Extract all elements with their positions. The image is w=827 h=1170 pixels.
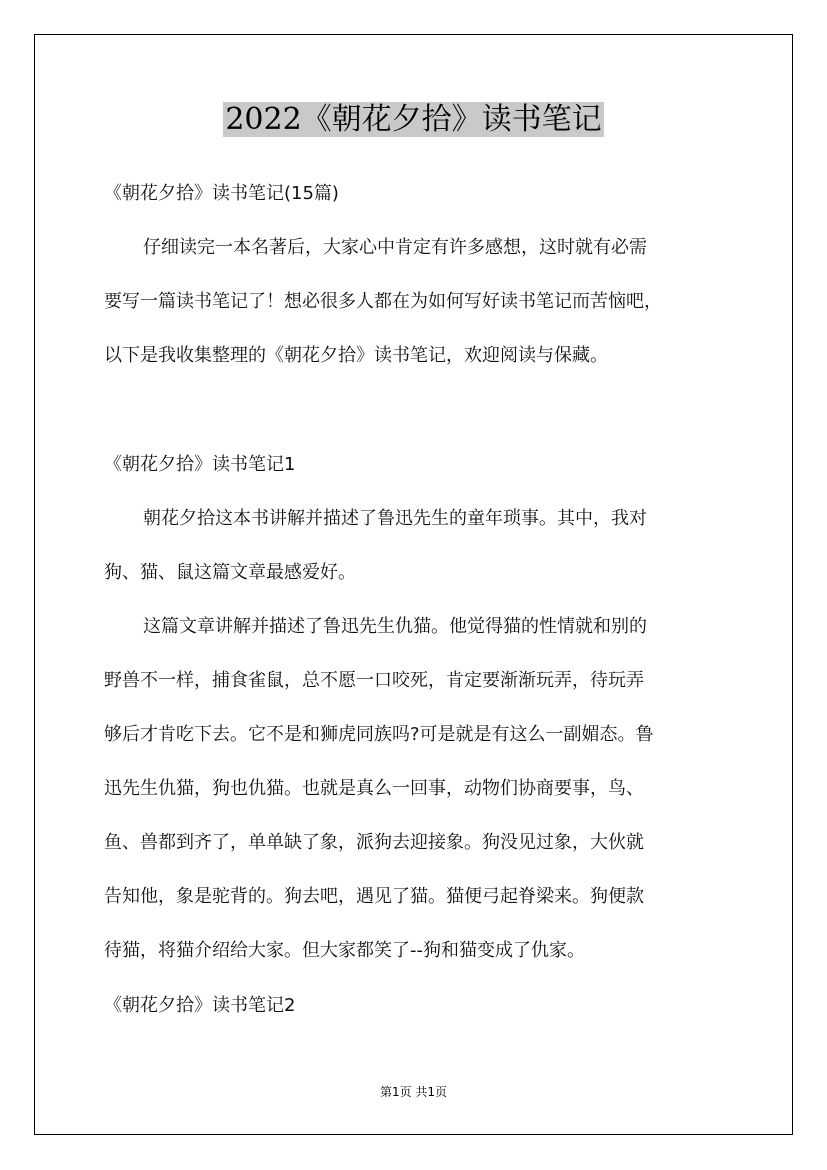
subtitle-line: 《朝花夕拾》读书笔记(15篇): [104, 183, 339, 204]
section-heading: 《朝花夕拾》读书笔记2: [104, 995, 296, 1016]
paragraph-line: 要写一篇读书笔记了！想必很多人都在为如何写好读书笔记而苦恼吧，: [104, 291, 662, 312]
paragraph-line: 迅先生仇猫，狗也仇猫。也就是真么一回事，动物们协商要事，鸟、: [104, 778, 644, 799]
paragraph-line: 仔细读完一本名著后，大家心中肯定有许多感想，这时就有必需: [143, 237, 647, 258]
paragraph-line: 鱼、兽都到齐了，单单缺了象，派狗去迎接象。狗没见过象，大伙就: [104, 832, 644, 853]
paragraph-line: 待猫，将猫介绍给大家。但大家都笑了--狗和猫变成了仇家。: [104, 940, 585, 961]
paragraph-line: 告知他，象是驼背的。狗去吧，遇见了猫。猫便弓起脊梁来。狗便款: [104, 886, 644, 907]
paragraph-line: 这篇文章讲解并描述了鲁迅先生仇猫。他觉得猫的性情就和别的: [143, 616, 647, 637]
paragraph-line: 够后才肯吃下去。它不是和狮虎同族吗?可是就是有这么一副媚态。鲁: [104, 724, 654, 745]
paragraph-line: 以下是我收集整理的《朝花夕拾》读书笔记，欢迎阅读与保藏。: [104, 345, 608, 366]
section-heading: 《朝花夕拾》读书笔记1: [104, 454, 296, 475]
paragraph-line: 朝花夕拾这本书讲解并描述了鲁迅先生的童年琐事。其中，我对: [143, 508, 647, 529]
paragraph-line: 狗、猫、鼠这篇文章最感爱好。: [104, 562, 356, 583]
paragraph-line: 野兽不一样，捕食雀鼠，总不愿一口咬死，肯定要渐渐玩弄，待玩弄: [104, 670, 644, 691]
document-title: [0, 98, 827, 142]
page-footer: 第1页 共1页: [379, 1085, 448, 1099]
document-title-text: 2022《朝花夕拾》读书笔记: [225, 102, 602, 137]
